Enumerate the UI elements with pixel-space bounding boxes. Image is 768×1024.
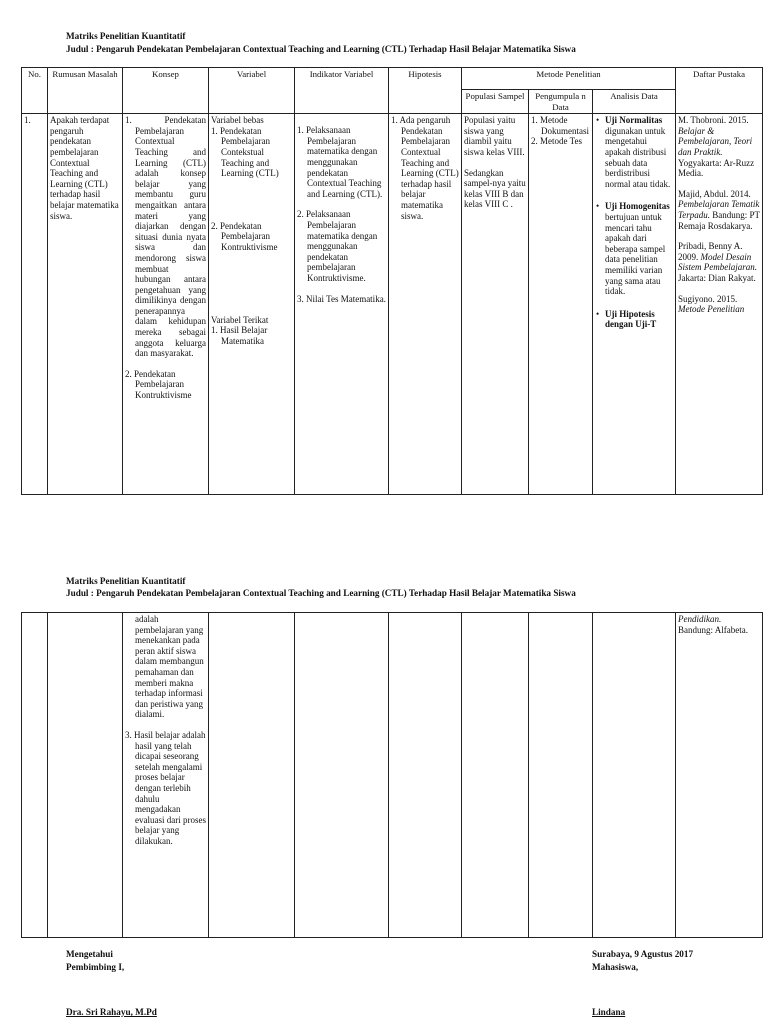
header-daftar-pustaka: Daftar Pustaka [676,68,763,114]
ref-1-title: Belajar & Pembelajaran, Teori dan Praktik. [678,125,753,157]
ref-4-title: Metode Penelitian [678,304,745,315]
page-2-subtitle: Judul : Pengaruh Pendekatan Pembelajaran Contextual Teaching and Learning (CTL) Terhadap Hasil Belajar Matematika Siswa [66,588,576,598]
ref-2-author: Majid, Abdul. 2014. [678,188,751,199]
hipotesis-item-1: 1. Ada pengaruh Pendekatan Pembelajaran Contextual Teaching and Learning (CTL) terhadap hasil belajar matematika siswa. [391,115,459,221]
cell-populasi [462,114,529,495]
header-analisis: Analisis Data [593,90,676,114]
ref-2-publisher: Bandung: PT Remaja Rosdakarya. [678,209,760,231]
mahasiswa-label: Mahasiswa, [592,962,639,972]
header-rumusan: Rumusan Masalah [48,68,123,114]
pengumpulan-item-2: 2. Metode Tes [531,136,582,147]
cell-hipotesis [389,114,462,495]
header-metode: Metode Penelitian [462,68,676,90]
page-2-title: Matriks Penelitian Kuantitatif [66,576,186,586]
header-hipotesis: Hipotesis [389,68,462,114]
ref-3-publisher: Jakarta: Dian Rakyat. [678,272,756,283]
indikator-item-2: 2. Pelaksanaan Pembelajaran matematika dengan menggunakan pendekatan pembelajaran Kontruktivisme. [297,209,378,283]
ref-1-publisher: Yogyakarta: Ar-Ruzz Media. [678,157,755,179]
analisis-1-body: digunakan untuk mengetahui apakah distribusi sebuah data berdistribusi normal atau tidak. [605,125,671,189]
analisis-item-1 [605,115,673,189]
header-variabel: Variabel [209,68,295,114]
sampel-text: Sedangkan sampel-nya yaitu kelas VIII B dan kelas VIII C . [464,167,526,210]
konsep-2-continued: adalah pembelajaran yang menekankan pada peran aktif siswa dalam membangun pemahaman dan memberi makna terhadap informasi dan peristiwa yang dialami. [135,614,204,720]
cell-indikator [295,114,389,495]
header-indikator: Indikator Variabel [295,68,389,114]
analisis-3-head: • Uji Hipotesis dengan Uji-T [605,308,657,330]
analisis-1-head: Uji Normalitas [605,115,663,126]
cell-rumusan: Apakah terdapat pengaruh pendekatan pembelajaran Contextual Teaching and Learning (CTL) terhadap hasil belajar matematika siswa. [48,114,123,495]
reference-1 [678,115,760,179]
analisis-2-body: bertujuan untuk mencari tahu apakah dari beberapa sampel data penelitian memiliki varian yang sama atau tidak. [605,211,666,297]
indikator-item-3: 3. Nilai Tes Matematika. [297,293,386,304]
table-row [22,114,763,495]
table-row [22,613,763,938]
analisis-item-3 [605,309,673,330]
page-subtitle: Judul : Pengaruh Pendekatan Pembelajaran Contextual Teaching and Learning (CTL) Terhadap Hasil Belajar Matematika Siswa [66,44,576,54]
page-title: Matriks Penelitian Kuantitatif [66,31,186,41]
ref-4-title-continued: Pendidikan. [678,614,722,624]
pembimbing-label: Pembimbing I, [66,962,125,972]
pembimbing-name: Dra. Sri Rahayu, M.Pd [66,1007,157,1017]
place-date: Surabaya, 9 Agustus 2017 [592,949,694,959]
cell-pengumpulan [529,114,593,495]
cell-daftar-pustaka-continued [676,613,763,938]
pengumpulan-item-1: 1. Metode Dokumentasi [531,115,589,136]
mengetahui-label: Mengetahui [66,949,113,959]
konsep-item-3: 3. Hasil belajar adalah hasil yang telah dicapai seseorang setelah mengalami proses belajar dengan terlebih dahulu mengadakan evaluasi dari proses belajar yang dilakukan. [125,729,206,846]
ref-1-author: M. Thobroni. 2015. [678,115,749,126]
reference-3 [678,241,760,283]
cell-konsep-continued [123,613,209,938]
cell-daftar-pustaka [676,114,763,495]
ref-2-title: Pembelajaran Tematik Terpadu. [678,199,760,220]
indikator-item-1: 1. Pelaksanaan Pembelajaran matematika dengan menggunakan pendekatan Contextual Teaching and Learning (CTL). [297,125,383,199]
mahasiswa-name: Lindana [592,1007,626,1017]
ref-3-author: Pribadi, Benny A. 2009. [678,241,743,262]
header-konsep: Konsep [123,68,209,114]
ref-4-author: Sugiyono. 2015. [678,293,738,304]
konsep-item-1: 1. Pendekatan Pembelajaran Contextual Teaching and Learning (CTL) adalah konsep belajar yang membantu guru mengaitkan antara materi yang diajarkan dengan situasi dunia nyata siswa dan mendorong siswa membuat hubungan antara pengetahuan yang dimilikinya dengan penerapannya dalam kehidupan mereka sebagai anggota keluarga dan masyarakat. [125,115,206,359]
analisis-2-head: • Uji Homogenitas [605,201,670,212]
research-matrix-table [21,67,763,495]
ref-4-publisher: Bandung: Alfabeta. [678,624,748,635]
variabel-item-1: 1. Pendekatan Pembelajaran Contekstual Teaching and Learning (CTL) [211,125,279,179]
ref-3-title: Model Desain Sistem Pembelajaran. [678,251,758,273]
cell-variabel [209,114,295,495]
cell-no: 1. [22,114,48,495]
header-populasi: Populasi Sampel [462,90,529,114]
konsep-item-2: 2. Pendekatan Pembelajaran Kontruktivisme [125,368,192,401]
header-no: No. [22,68,48,114]
header-pengumpulan: Pengumpula n Data [529,90,593,114]
analisis-item-2 [605,201,673,296]
reference-4 [678,294,760,315]
variabel-bebas-label: Variabel bebas [211,115,264,126]
cell-konsep [123,114,209,495]
variabel-item-2: 2. Pendekatan Pembelajaran Kontruktivisme [211,220,278,252]
research-matrix-table-continued [21,612,763,938]
reference-2 [678,189,760,231]
cell-analisis [593,114,676,495]
populasi-text: Populasi yaitu siswa yang diambil yaitu siswa kelas VIII. [464,115,525,157]
variabel-item-3: 1. Hasil Belajar Matematika [211,325,268,346]
variabel-terikat-label: Variabel Terikat [211,314,269,325]
